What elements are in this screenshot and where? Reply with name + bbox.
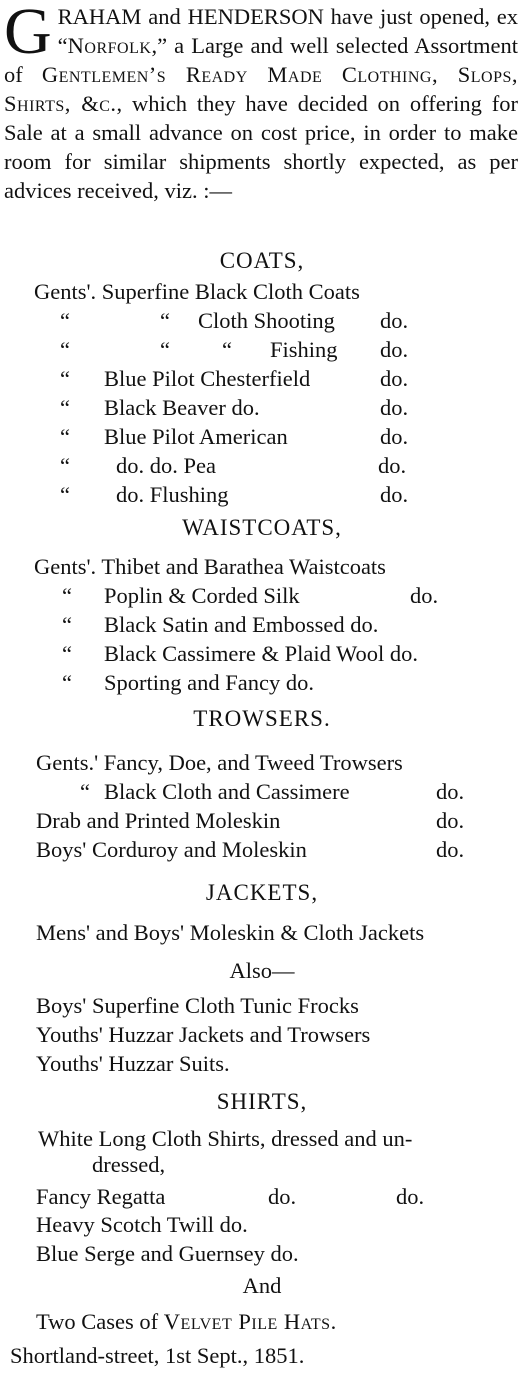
coats-line-3: Fishing — [270, 337, 338, 362]
advert-intro — [4, 2, 518, 205]
ditto-do: do. — [380, 308, 409, 333]
shirts-line-4: Heavy Scotch Twill do. — [36, 1212, 248, 1237]
trowsers-line-2: Black Cloth and Cassimere — [104, 779, 350, 804]
shirts-line-2: dressed, — [92, 1152, 166, 1177]
heading-trowsers: TROWSERS. — [193, 706, 331, 731]
heading-jackets: JACKETS, — [205, 880, 319, 905]
ditto-do: do. — [380, 482, 409, 507]
ditto-do: do. — [380, 337, 409, 362]
also-label: Also— — [229, 958, 295, 983]
drop-cap: G — [4, 0, 52, 68]
ditto-do: do. — [436, 837, 465, 862]
ditto-mark: “ — [60, 308, 70, 333]
jackets-line-5: Youths' Huzzar Suits. — [36, 1051, 230, 1076]
waistcoats-line-1: Gents'. Thibet and Barathea Waistcoats — [34, 554, 386, 579]
heading-waistcoats: WAISTCOATS, — [182, 515, 342, 540]
ditto-mark: “ — [80, 779, 90, 804]
ditto-do: do. — [380, 366, 409, 391]
shirts-line-hats: Two Cases of Velvet Pile Hats. — [36, 1309, 337, 1334]
goods-description: Gentlemen’s Ready Made Clothing, Slops, Shirts, &c. — [4, 62, 518, 116]
waistcoats-line-2: Poplin & Corded Silk — [104, 583, 300, 608]
and-label: And — [242, 1273, 282, 1298]
ditto-mark: “ — [60, 395, 70, 420]
waistcoats-line-3: Black Satin and Embossed do. — [104, 612, 379, 637]
ditto-mark: “ — [222, 337, 232, 362]
ditto-do: do. — [396, 1184, 425, 1209]
waistcoats-line-4: Black Cassimere & Plaid Wool do. — [104, 641, 418, 666]
shirts-line-5: Blue Serge and Guernsey do. — [36, 1241, 299, 1266]
ditto-mark: “ — [160, 308, 170, 333]
trowsers-line-3: Drab and Printed Moleskin — [36, 808, 281, 833]
ship-name: Norfolk — [67, 33, 152, 58]
jackets-line-3: Boys' Superfine Cloth Tunic Frocks — [36, 993, 359, 1018]
intro-paragraph: RAHAM and HENDERSON have just opened, ex “Norfolk,” a Large and well selected Assortment of Gentlemen’s Ready Made Clothing, Slops, Shirts, &c., which they have decided on offering for Sale at a small advance on cost price, in order to make room for similar shipments shortly expected, as per advices received, viz. :— — [4, 4, 519, 203]
velvet-pile-hats: Velvet Pile Hats. — [163, 1309, 337, 1334]
ditto-mark: “ — [60, 337, 70, 362]
ditto-do: do. — [436, 779, 465, 804]
ditto-do: do. — [380, 424, 409, 449]
coats-line-5: Black Beaver do. — [104, 395, 260, 420]
trowsers-line-1: Gents.' Fancy, Doe, and Tweed Trowsers — [36, 750, 403, 775]
coats-line-4: Blue Pilot Chesterfield — [104, 366, 311, 391]
ditto-do: do. — [410, 583, 439, 608]
ditto-do: do. — [436, 808, 465, 833]
coats-line-7: do. do. Pea — [116, 453, 216, 478]
jackets-line-1: Mens' and Boys' Moleskin & Cloth Jackets — [36, 920, 425, 945]
coats-line-2: Cloth Shooting — [198, 308, 335, 333]
waistcoats-line-5: Sporting and Fancy do. — [104, 670, 314, 695]
ditto-mark: “ — [60, 366, 70, 391]
ditto-mark: “ — [62, 583, 72, 608]
trowsers-line-4: Boys' Corduroy and Moleskin — [36, 837, 307, 862]
heading-shirts: SHIRTS, — [216, 1089, 308, 1114]
ditto-do: do. — [378, 453, 407, 478]
coats-line-8: do. Flushing — [116, 482, 229, 507]
coats-line-1: Gents'. Superfine Black Cloth Coats — [34, 279, 360, 304]
advert-footer: Shortland-street, 1st Sept., 1851. — [10, 1343, 305, 1368]
ditto-mark: “ — [62, 641, 72, 666]
jackets-line-4: Youths' Huzzar Jackets and Trowsers — [36, 1022, 371, 1047]
ditto-mark: “ — [160, 337, 170, 362]
ditto-do: do. — [380, 395, 409, 420]
ditto-mark: “ — [60, 482, 70, 507]
coats-line-6: Blue Pilot American — [104, 424, 288, 449]
ditto-mark: “ — [60, 424, 70, 449]
ditto-mark: “ — [62, 612, 72, 637]
ditto-mark: “ — [60, 453, 70, 478]
shirts-line-3: Fancy Regatta — [36, 1184, 166, 1209]
ditto-do: do. — [268, 1184, 297, 1209]
ditto-mark: “ — [62, 670, 72, 695]
heading-coats: COATS, — [219, 248, 305, 273]
shirts-line-1: White Long Cloth Shirts, dressed and un- — [38, 1126, 413, 1151]
